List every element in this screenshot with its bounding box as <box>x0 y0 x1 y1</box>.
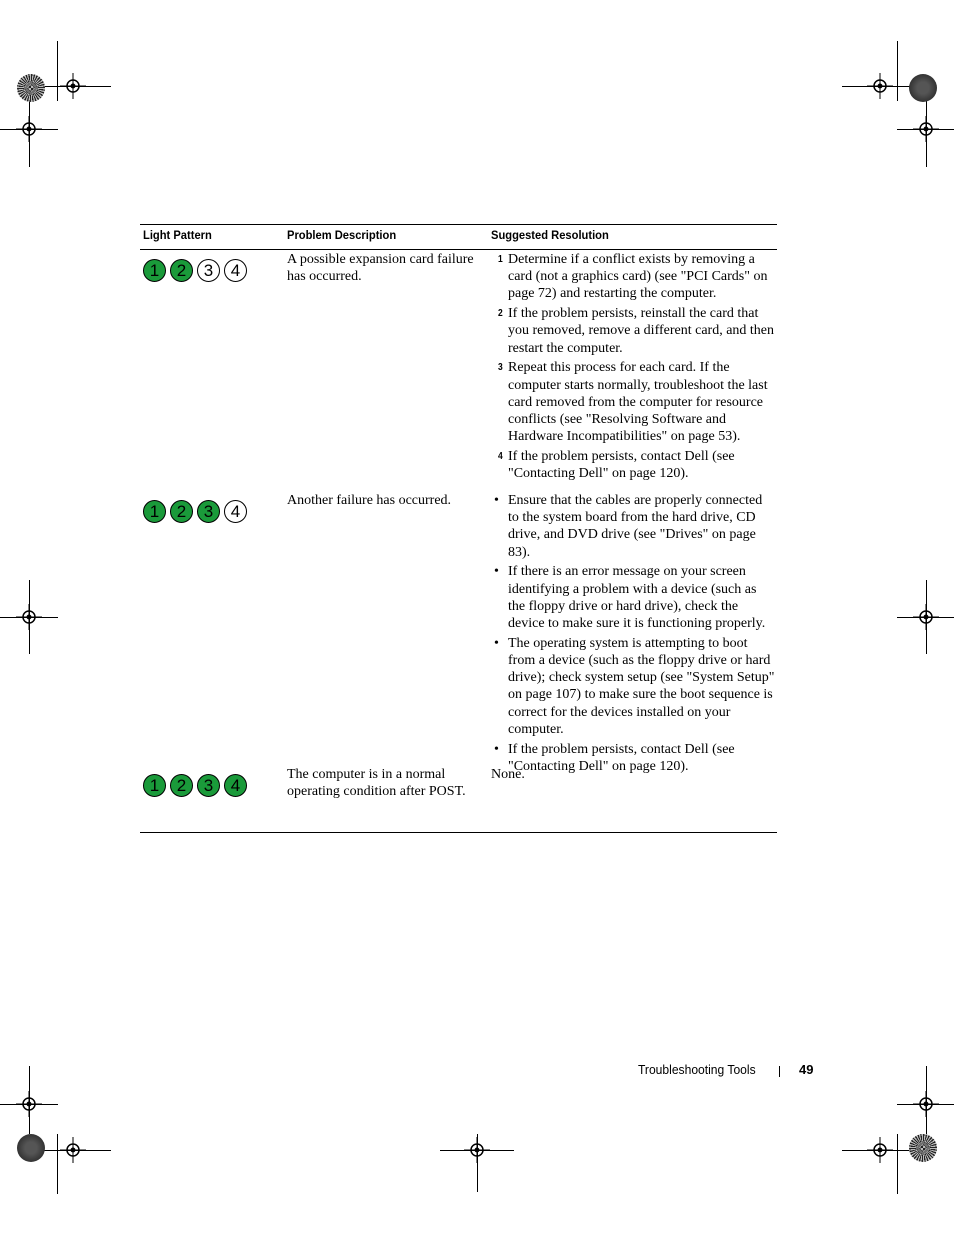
bullet-icon: • <box>494 493 499 508</box>
registration-target-icon <box>60 73 86 99</box>
registration-target-icon <box>913 1091 939 1117</box>
resolution-list <box>491 251 776 485</box>
led-2-icon: 2 <box>170 259 193 282</box>
starburst-icon <box>17 1134 45 1162</box>
header-problem-description: Problem Description <box>287 228 397 242</box>
resolution-text: None. <box>491 767 525 782</box>
step-number: 3 <box>498 362 503 374</box>
problem-description: The computer is in a normal operating condition after POST. <box>287 767 466 800</box>
led-4-icon: 4 <box>224 259 247 282</box>
bullet-icon: • <box>494 635 499 651</box>
led-2-icon: 2 <box>170 500 193 523</box>
bullet-icon: • <box>494 741 499 757</box>
list-item: 3 Repeat this process for each card. If the computer starts normally, troubleshoot the last card removed from the computer for resource conflicts (see "Resolving Software and Hardware Incompatibilities" on page 53). <box>498 360 768 445</box>
crop-line <box>57 1134 58 1194</box>
step-number: 4 <box>498 451 503 463</box>
list-item: 2 If the problem persists, reinstall the card that you removed, remove a different card, and then restart the computer. <box>498 306 775 356</box>
led-1-icon: 1 <box>143 259 166 282</box>
registration-target-icon <box>867 73 893 99</box>
registration-target-icon <box>913 116 939 142</box>
problem-description: A possible expansion card failure has occurred. <box>287 252 474 285</box>
list-item: • If the problem persists, contact Dell (see "Contacting Dell" on page 120). <box>494 741 735 774</box>
problem-description: Another failure has occurred. <box>287 493 452 508</box>
header-light-pattern: Light Pattern <box>143 228 212 242</box>
list-item: 4 If the problem persists, contact Dell (see "Contacting Dell" on page 120). <box>498 449 735 482</box>
list-item: 1 Determine if a conflict exists by removing a card (not a graphics card) (see "PCI Cards" on page 72) and restarting the computer. <box>498 252 768 302</box>
registration-target-icon <box>16 1091 42 1117</box>
led-3-icon: 3 <box>197 500 220 523</box>
light-pattern-indicators <box>143 259 247 282</box>
footer-section-title: Troubleshooting Tools <box>638 1062 756 1077</box>
list-item: • Ensure that the cables are properly connected to the system board from the hard drive, CD drive, and DVD drive (see "Drives" on page 83). <box>494 493 763 560</box>
resolution-list <box>491 492 776 778</box>
led-1-icon: 1 <box>143 774 166 797</box>
list-item: • If there is an error message on your screen identifying a problem with a device (such as the floppy drive or hard drive), check the device to make sure it is functioning properly. <box>494 564 766 632</box>
led-1-icon: 1 <box>143 500 166 523</box>
page-number: 49 <box>799 1062 814 1077</box>
led-3-icon: 3 <box>197 259 220 282</box>
registration-target-icon <box>16 604 42 630</box>
crop-line <box>897 1134 898 1194</box>
list-item: • The operating system is attempting to boot from a device (such as the floppy drive or hard drive); check system setup (see "System Setup" on page 107) to make sure the boot sequence is correct for the devices installed on your computer. <box>494 635 775 737</box>
led-2-icon: 2 <box>170 774 193 797</box>
footer-separator <box>779 1066 780 1077</box>
step-number: 1 <box>498 254 503 265</box>
led-3-icon: 3 <box>197 774 220 797</box>
starburst-icon <box>909 74 937 102</box>
table-bottom-rule <box>140 832 777 833</box>
registration-target-icon <box>16 116 42 142</box>
registration-target-icon <box>60 1137 86 1163</box>
crop-line <box>897 41 898 101</box>
table-top-rule <box>140 224 777 225</box>
registration-target-icon <box>913 604 939 630</box>
table-header-rule <box>140 249 777 250</box>
crop-line <box>57 41 58 101</box>
led-4-icon: 4 <box>224 774 247 797</box>
starburst-icon <box>17 74 45 102</box>
starburst-icon <box>909 1134 937 1162</box>
led-4-icon: 4 <box>224 500 247 523</box>
registration-target-icon <box>464 1137 490 1163</box>
header-suggested-resolution: Suggested Resolution <box>491 228 609 242</box>
light-pattern-indicators <box>143 500 247 523</box>
bullet-icon: • <box>494 564 499 580</box>
light-pattern-indicators <box>143 774 247 797</box>
step-number: 2 <box>498 308 503 320</box>
registration-target-icon <box>867 1137 893 1163</box>
